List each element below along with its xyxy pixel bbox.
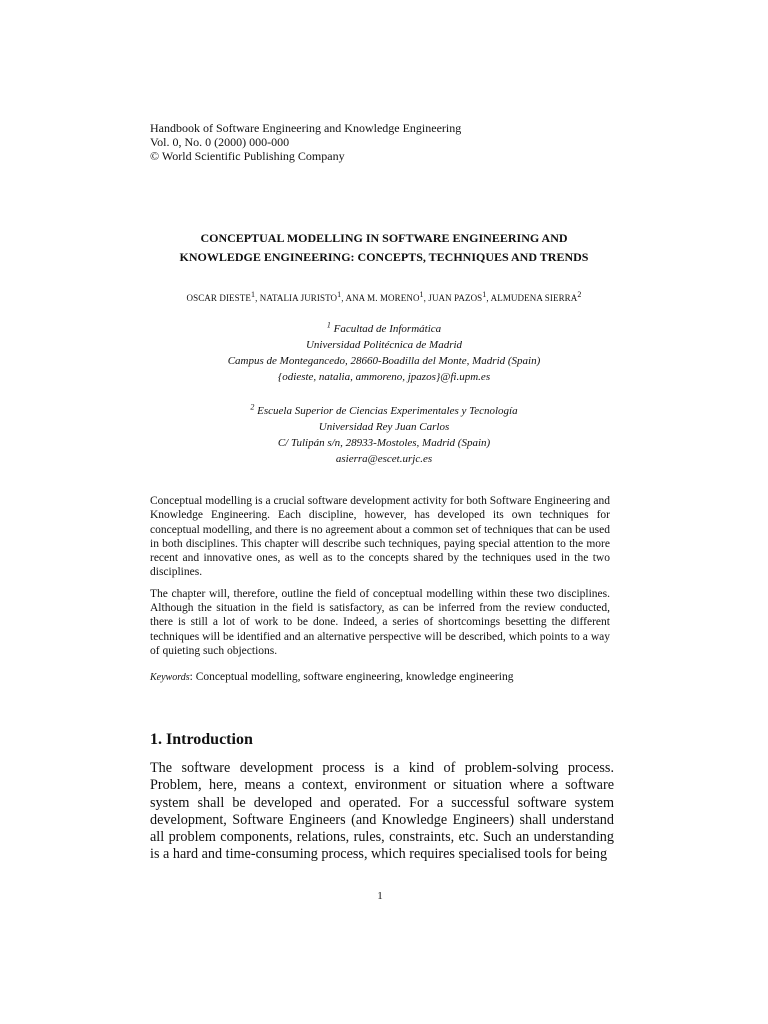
affiliation-university: Universidad Rey Juan Carlos (318, 421, 450, 433)
author-list: OSCAR DIESTE$^1$, NATALIA JURISTO$^1$, ANA M. MORENO$^1$, JUAN PAZOS$^1$, ALMUDENA SIERRA$^2$ (186, 290, 582, 303)
affiliation-address: C/ Tulipán s/n, 28933-Mostoles, Madrid (Spain) (277, 437, 491, 449)
abstract-paragraph-2: The chapter will, therefore, outline the field of conceptual modelling within these two disciplines. Although the situation in the field is satisfactory, as can be inferred from the review conducted, there is still a lot of work to be done. Indeed, a series of shortcomings besetting the different techniques will be identified and an alternative perspective will be described, which points to a way of quieting such objections. (150, 587, 610, 657)
affiliation-2 (100, 403, 668, 467)
abstract (150, 494, 610, 665)
affiliation-marker: 2 (250, 402, 255, 412)
author-name: ALMUDENA SIERRA (490, 293, 578, 303)
keywords (150, 670, 610, 685)
paper-title-line1: CONCEPTUAL MODELLING IN SOFTWARE ENGINEERING AND (200, 231, 568, 245)
introduction-paragraph: The software development process is a kind of problem-solving process. Problem, here, means a context, environment or situation where a software system shall be developed and operated. For a successful software system development, Software Engineers (and Knowledge Engineers) shall understand all problem components, relations, rules, constraints, etc. Such an understanding is a hard and time-consuming process, which requires specialised tools for being (150, 760, 614, 863)
keywords-label: Keywords (150, 672, 190, 683)
paper-title-line2: KNOWLEDGE ENGINEERING: CONCEPTS, TECHNIQUES AND TRENDS (179, 250, 589, 264)
journal-volume: Vol. 0, No. 0 (2000) 000-000 (150, 135, 290, 149)
affiliation-school: Escuela Superior de Ciencias Experimentales y Tecnología (257, 405, 518, 417)
affiliation-email: {odieste, natalia, ammoreno, jpazos}@fi.upm.es (277, 371, 491, 383)
section-heading: 1. Introduction (150, 731, 253, 748)
author-affiliation-marker: 1 (250, 290, 256, 299)
journal-header (150, 121, 461, 163)
author-affiliation-marker: 1 (337, 290, 342, 299)
author-name: JUAN PAZOS (428, 293, 483, 303)
abstract-paragraph-1: Conceptual modelling is a crucial software development activity for both Software Engineering and Knowledge Engineering. Each discipline, however, has developed its own techniques for conceptual modelling, and there is no agreement about a common set of techniques that can be used in both disciplines. This chapter will describe such techniques, paying special attention to the more recent and innovative ones, as well as to the concepts shared by the techniques used in the two disciplines. (150, 495, 610, 579)
author-affiliation-marker: 1 (482, 290, 487, 299)
affiliation-email: asierra@escet.urjc.es (335, 453, 433, 465)
introduction-body (150, 760, 614, 864)
affiliation-marker: 1 (326, 320, 331, 330)
page-number: 1 (377, 890, 383, 902)
affiliation-university: Universidad Politécnica de Madrid (305, 339, 463, 351)
author-name: NATALIA JURISTO (259, 293, 338, 303)
journal-copyright: © World Scientific Publishing Company (150, 149, 345, 163)
journal-name: Handbook of Software Engineering and Knowledge Engineering (150, 121, 462, 135)
affiliation-1 (100, 321, 668, 385)
paper-title (100, 229, 668, 267)
affiliation-faculty: Facultad de Informática (333, 323, 442, 335)
affiliation-address: Campus de Montegancedo, 28660-Boadilla del Monte, Madrid (Spain) (227, 355, 541, 367)
keywords-text: : Conceptual modelling, software engineering, knowledge engineering (189, 671, 514, 683)
author-affiliation-marker: 1 (419, 290, 424, 299)
author-name: OSCAR DIESTE (186, 293, 251, 303)
author-name: ANA M. MORENO (345, 293, 420, 303)
author-affiliation-marker: 2 (577, 290, 582, 299)
